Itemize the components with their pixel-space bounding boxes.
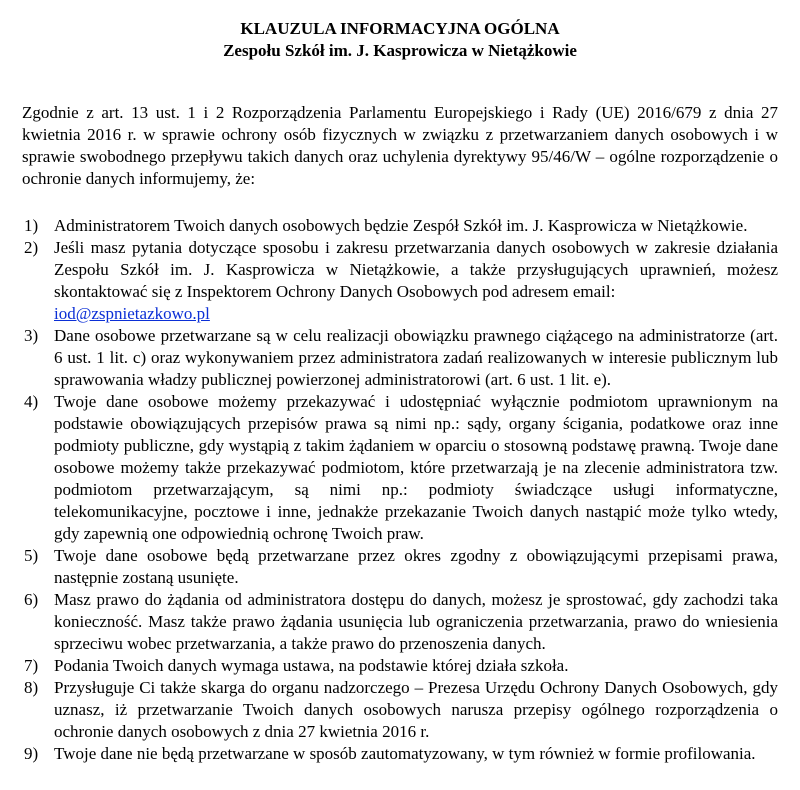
clause-text: Jeśli masz pytania dotyczące sposobu i zakresu przetwarzania danych osobowych w zakresie działania Zespołu Szkół im. J. Kasprowicza w Nietążkowie, a także przysługujących uprawnień, możesz skontaktować się z Inspektorem Ochrony Danych Osobowych pod adresem email: <box>54 238 778 301</box>
clause-text: Dane osobowe przetwarzane są w celu realizacji obowiązku prawnego ciążącego na administratorze (art. 6 ust. 1 lit. c) oraz wykonywaniem przez administratora zadań realizowanych w interesie publicznym lub sprawowania władzy publicznej powierzonej administratorowi (art. 6 ust. 1 lit. e). <box>54 326 778 389</box>
clause-text: Twoje dane osobowe możemy przekazywać i udostępniać wyłącznie podmiotom uprawnionym na podstawie obowiązujących przepisów prawa są nimi np.: sądy, organy ścigania, podatkowe oraz inne podmioty publiczne, gdy wystąpią z takim żądaniem w oparciu o stosowną podstawę prawną. Twoje dane osobowe możemy także przekazywać podmiotom, które przetwarzają je na zlecenie administratora tzw. podmiotom przetwarzającym, są nimi np.: podmioty świadczące usługi informatyczne, telekomunikacyjne, pocztowe i inne, jednakże przekazanie Twoich danych nastąpić może tylko wtedy, gdy zapewnią one odpowiednią ochronę Twoich praw. <box>54 392 778 543</box>
email-link[interactable]: iod@zspnietazkowo.pl <box>54 304 210 323</box>
clause-number: 3) <box>24 326 39 345</box>
document-subtitle: Zespołu Szkół im. J. Kasprowicza w Nietążkowie <box>223 41 577 60</box>
clause-text: Przysługuje Ci także skarga do organu nadzorczego – Prezesa Urzędu Ochrony Danych Osobowych, gdy uznasz, iż przetwarzanie Twoich danych osobowych narusza przepisy ogólnego rozporządzenia o ochronie danych osobowych z dnia 27 kwietnia 2016 r. <box>54 678 778 741</box>
clause-number: 2) <box>24 238 39 257</box>
clause-number: 9) <box>24 744 39 763</box>
clause-number: 1) <box>24 216 39 235</box>
clause-item-3 <box>22 325 778 391</box>
clause-number: 6) <box>24 590 39 609</box>
clause-number: 4) <box>24 392 39 411</box>
document-title: KLAUZULA INFORMACYJNA OGÓLNA <box>240 19 560 38</box>
clause-number: 7) <box>24 656 39 675</box>
clause-list <box>22 215 778 765</box>
clause-item-6 <box>22 589 778 655</box>
clause-item-9 <box>22 743 778 765</box>
clause-text: Twoje dane osobowe będą przetwarzane przez okres zgodny z obowiązującymi przepisami prawa, następnie zostaną usunięte. <box>54 546 778 587</box>
clause-item-8 <box>22 677 778 743</box>
clause-text: Podania Twoich danych wymaga ustawa, na podstawie której działa szkoła. <box>54 656 569 675</box>
clause-text: Masz prawo do żądania od administratora dostępu do danych, możesz je sprostować, gdy zachodzi taka konieczność. Masz także prawo żądania usunięcia lub ograniczenia przetwarzania, prawo do wniesienia sprzeciwu wobec przetwarzania, a także prawo do przenoszenia danych. <box>54 590 778 653</box>
clause-item-2 <box>22 237 778 325</box>
clause-text: Administratorem Twoich danych osobowych będzie Zespół Szkół im. J. Kasprowicza w Nietążkowie. <box>54 216 748 235</box>
clause-number: 5) <box>24 546 39 565</box>
intro-paragraph: Zgodnie z art. 13 ust. 1 i 2 Rozporządzenia Parlamentu Europejskiego i Rady (UE) 2016/679 z dnia 27 kwietnia 2016 r. w sprawie ochrony osób fizycznych w związku z przetwarzaniem danych osobowych i w sprawie swobodnego przepływu takich danych oraz uchylenia dyrektywy 95/46/W – ogólne rozporządzenie o ochronie danych informujemy, że: <box>22 103 778 188</box>
clause-text: Twoje dane nie będą przetwarzane w sposób zautomatyzowany, w tym również w formie profilowania. <box>54 744 756 763</box>
clause-item-4 <box>22 391 778 545</box>
clause-item-1 <box>22 215 778 237</box>
clause-item-7 <box>22 655 778 677</box>
clause-number: 8) <box>24 678 39 697</box>
clause-item-5 <box>22 545 778 589</box>
